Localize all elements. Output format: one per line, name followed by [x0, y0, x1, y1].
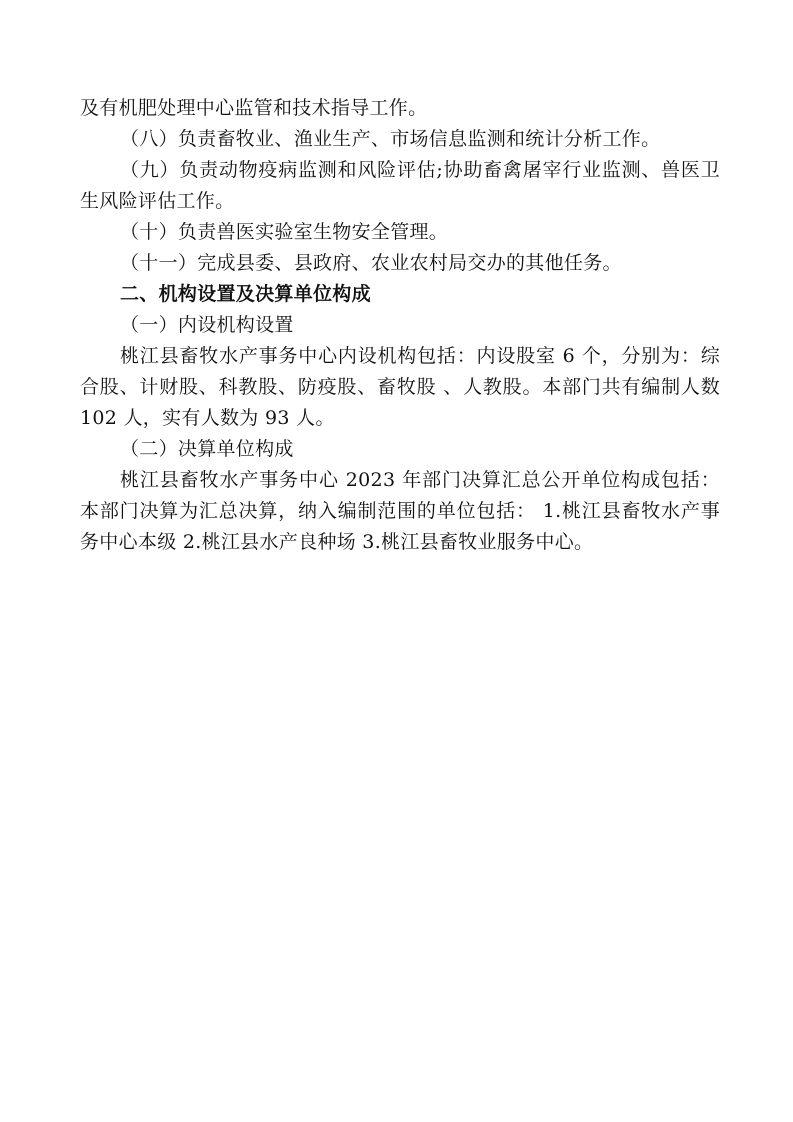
duty-item-11: （十一）完成县委、县政府、农业农村局交办的其他任务。	[120, 252, 622, 274]
duty-item-8: （八）负责畜牧业、渔业生产、市场信息监测和统计分析工作。	[120, 128, 661, 150]
subsection-heading-accounting-units: （二）决算单位构成	[120, 438, 294, 460]
duty-item-9: （九）负责动物疫病监测和风险评估;协助畜禽屠宰行业监测、兽医卫生风险评估工作。	[80, 159, 720, 212]
section-heading-institution: 二、机构设置及决算单位构成	[120, 283, 371, 305]
paragraph-continuation: 及有机肥处理中心监管和技术指导工作。	[80, 97, 428, 119]
accounting-units-paragraph: 桃江县畜牧水产事务中心 2023 年部门决算汇总公开单位构成包括：本部门决算为汇总决算，纳入编制范围的单位包括： 1.桃江县畜牧水产事务中心本级 2.桃江县水产良种场 3.桃江县畜牧业服务中心。	[80, 469, 720, 553]
internal-units-paragraph: 桃江县畜牧水产事务中心内设机构包括：内设股室 6 个，分别为：综合股、计财股、科教股、防疫股、畜牧股 、人教股。本部门共有编制人数 102 人，实有人数为 93 人。	[80, 345, 720, 429]
document-body	[80, 93, 720, 558]
duty-item-10: （十）负责兽医实验室生物安全管理。	[120, 221, 449, 243]
subsection-heading-internal-units: （一）内设机构设置	[120, 314, 294, 336]
